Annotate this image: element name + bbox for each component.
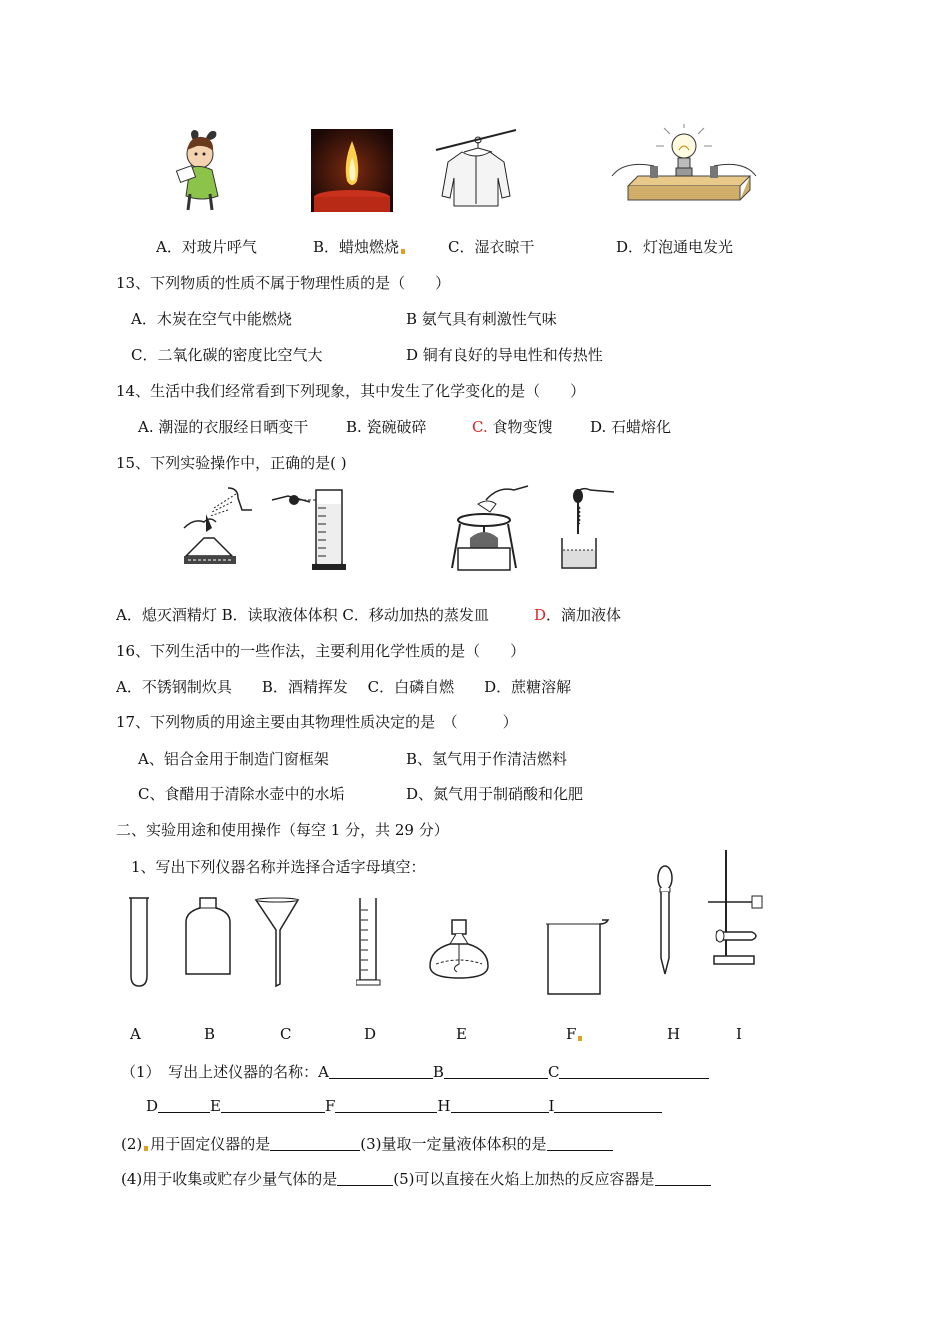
label-h: H	[667, 1025, 681, 1043]
beaker-icon	[544, 918, 610, 998]
q14-stem: 14、生活中我们经常看到下列现象，其中发生了化学变化的是（ ）	[116, 382, 586, 400]
test-tube-icon	[127, 896, 151, 988]
q15-options-abc: A．熄灭酒精灯 B．读取液体体积 C．移动加热的蒸发皿	[116, 606, 489, 624]
light-bulb-circuit-image	[610, 124, 758, 206]
q14-option-c: C. 食物变馊	[472, 418, 553, 436]
candle-burning-image	[311, 129, 393, 212]
label-i: I	[736, 1025, 742, 1043]
extinguish-alcohol-lamp-image	[178, 484, 260, 574]
label-b: B	[204, 1025, 216, 1043]
q17-option-c: C、食醋用于清除水壶中的水垢	[138, 785, 345, 803]
label-d: D	[364, 1025, 377, 1043]
read-liquid-volume-image	[268, 484, 352, 574]
q12-option-b: B．蜡烛燃烧	[313, 236, 407, 257]
answer-blank-b[interactable]	[444, 1064, 548, 1079]
graduated-cylinder-icon	[356, 896, 382, 988]
answer-blank-5[interactable]	[655, 1171, 711, 1186]
answer-blank-4[interactable]	[337, 1171, 393, 1186]
q13-option-b: B 氨气具有刺激性气味	[406, 310, 557, 328]
subq1-line2: D E F H I	[146, 1097, 662, 1115]
alcohol-lamp-icon	[428, 916, 490, 982]
section2-title: 二、实验用途和使用操作（每空 1 分，共 29 分）	[116, 821, 449, 839]
q14-option-b: B. 瓷碗破碎	[346, 418, 427, 436]
label-c: C	[280, 1025, 292, 1043]
answer-blank-f[interactable]	[335, 1098, 437, 1113]
q15-option-d: D．滴加液体	[534, 606, 622, 624]
q17-option-a: A、铝合金用于制造门窗框架	[138, 750, 329, 768]
answer-blank-e[interactable]	[221, 1098, 325, 1113]
q12-option-d: D．灯泡通电发光	[616, 238, 734, 256]
answer-blank-d[interactable]	[158, 1098, 210, 1113]
iron-stand-icon	[706, 848, 776, 968]
answer-blank-3[interactable]	[547, 1136, 613, 1151]
answer-blank-a[interactable]	[329, 1064, 433, 1079]
dropper-icon	[655, 864, 675, 976]
q17-option-b: B、氢气用于作清洁燃料	[406, 750, 568, 768]
answer-blank-c[interactable]	[559, 1064, 709, 1079]
answer-blank-2[interactable]	[270, 1136, 360, 1151]
q16-options: A．不锈钢制炊具 B．酒精挥发 C．白磷自燃 D．蔗糖溶解	[116, 678, 572, 696]
subq1-line1: （1） 写出上述仪器的名称：A B C	[121, 1061, 709, 1082]
q12-option-c: C．湿衣晾干	[448, 238, 535, 256]
section2-q1: 1、写出下列仪器名称并选择合适字母填空：	[131, 858, 426, 876]
q14-option-d: D. 石蜡熔化	[590, 418, 672, 436]
answer-blank-h[interactable]	[451, 1098, 549, 1113]
q13-stem: 13、下列物质的性质不属于物理性质的是（ ）	[116, 274, 451, 292]
answer-blank-i[interactable]	[554, 1098, 662, 1113]
q13-option-d: D 铜有良好的导电性和传热性	[406, 346, 603, 364]
label-e: E	[456, 1025, 467, 1043]
label-a: A	[130, 1025, 141, 1043]
q12-option-a: A．对玻片呼气	[156, 238, 257, 256]
q13-option-a: A．木炭在空气中能燃烧	[131, 310, 292, 328]
gas-collecting-bottle-icon	[184, 896, 232, 976]
subq4-5: (4)用于收集或贮存少量气体的是 (5)可以直接在火焰上加热的反应容器是	[121, 1168, 711, 1189]
q15-stem: 15、下列实验操作中，正确的是( )	[116, 454, 347, 472]
girl-breathing-image	[172, 128, 232, 212]
q17-option-d: D、氮气用于制硝酸和化肥	[406, 785, 584, 803]
clothes-drying-image	[434, 126, 518, 208]
funnel-icon	[254, 896, 300, 988]
q13-option-c: C．二氧化碳的密度比空气大	[131, 346, 323, 364]
q16-stem: 16、下列生活中的一些作法，主要利用化学性质的是（ ）	[116, 642, 526, 660]
q14-option-a: A. 潮湿的衣服经日晒变干	[138, 418, 309, 436]
move-evaporating-dish-image	[446, 484, 532, 574]
subq2-3: (2) 用于固定仪器的是 (3)量取一定量液体体积的是	[121, 1133, 613, 1154]
q17-stem: 17、下列物质的用途主要由其物理性质决定的是 （ ）	[116, 713, 518, 731]
drop-liquid-image	[554, 484, 620, 574]
label-f: F	[566, 1025, 584, 1043]
